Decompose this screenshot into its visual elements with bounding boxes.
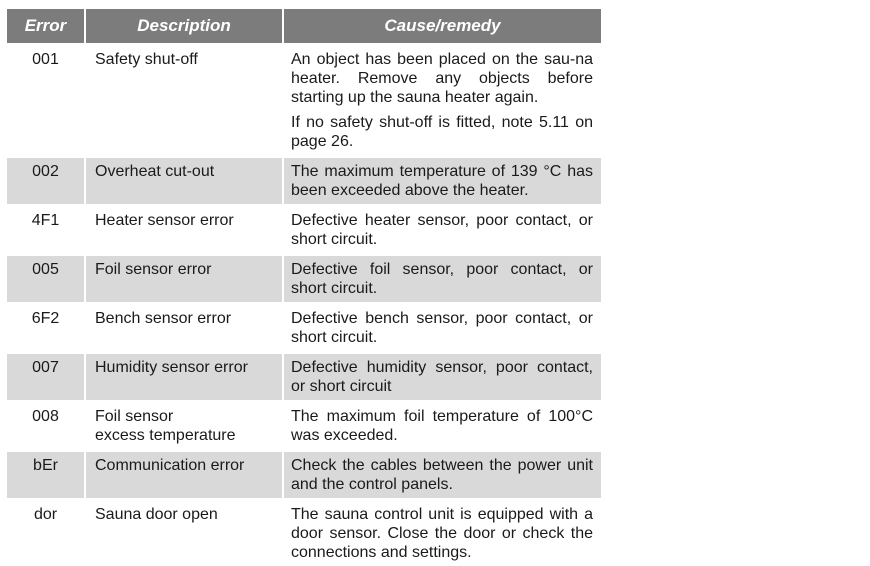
description-line: Bench sensor error [95,309,282,328]
error-code: 007 [7,353,85,402]
cause-paragraph: Defective heater sensor, poor contact, or short circuit. [291,211,593,249]
error-cause-remedy [283,451,601,500]
error-description [85,157,283,206]
error-code: 008 [7,402,85,451]
description-line: Overheat cut-out [95,162,282,181]
table-row [7,353,601,402]
error-code: 001 [7,45,85,157]
description-line: Foil sensor [95,407,282,426]
description-line: excess temperature [95,426,282,445]
cause-paragraph: Check the cables between the power unit and the control panels. [291,456,593,494]
header-description: Description [85,9,283,45]
header-cause-remedy: Cause/remedy [283,9,601,45]
error-cause-remedy [283,402,601,451]
description-line: Sauna door open [95,505,282,524]
description-line: Communication error [95,456,282,475]
cause-paragraph: Defective humidity sensor, poor contact, or short circuit [291,358,593,396]
cause-paragraph: An object has been placed on the sau-na heater. Remove any objects before starting up the sauna heater again. [291,50,593,107]
error-cause-remedy [283,304,601,353]
description-line: Heater sensor error [95,211,282,230]
description-line: Humidity sensor error [95,358,282,377]
table-row [7,206,601,255]
cause-paragraph: If no safety shut-off is fitted, note 5.11 on page 26. [291,113,593,151]
error-code: 6F2 [7,304,85,353]
error-description [85,451,283,500]
error-description [85,255,283,304]
table-header-row [7,9,601,45]
cause-paragraph: Defective bench sensor, poor contact, or short circuit. [291,309,593,347]
error-code: dor [7,500,85,566]
header-error: Error [7,9,85,45]
description-line: Safety shut-off [95,50,282,69]
error-description [85,353,283,402]
error-description [85,206,283,255]
error-description [85,500,283,566]
description-line: Foil sensor error [95,260,282,279]
error-cause-remedy [283,500,601,566]
error-code: bEr [7,451,85,500]
error-cause-remedy [283,353,601,402]
cause-paragraph: The maximum temperature of 139 °C has been exceeded above the heater. [291,162,593,200]
table-row [7,402,601,451]
error-cause-remedy [283,206,601,255]
table-row [7,255,601,304]
table-row [7,451,601,500]
table-row [7,45,601,157]
error-code-table [7,9,601,566]
cause-paragraph: The sauna control unit is equipped with a door sensor. Close the door or check the connections and settings. [291,505,593,562]
error-description [85,45,283,157]
table-body [7,45,601,566]
table-row [7,304,601,353]
table-row [7,157,601,206]
error-cause-remedy [283,157,601,206]
error-cause-remedy [283,45,601,157]
error-description [85,402,283,451]
cause-paragraph: The maximum foil temperature of 100°C was exceeded. [291,407,593,445]
error-cause-remedy [283,255,601,304]
error-code: 005 [7,255,85,304]
table-row [7,500,601,566]
cause-paragraph: Defective foil sensor, poor contact, or short circuit. [291,260,593,298]
error-code: 4F1 [7,206,85,255]
error-code: 002 [7,157,85,206]
error-description [85,304,283,353]
